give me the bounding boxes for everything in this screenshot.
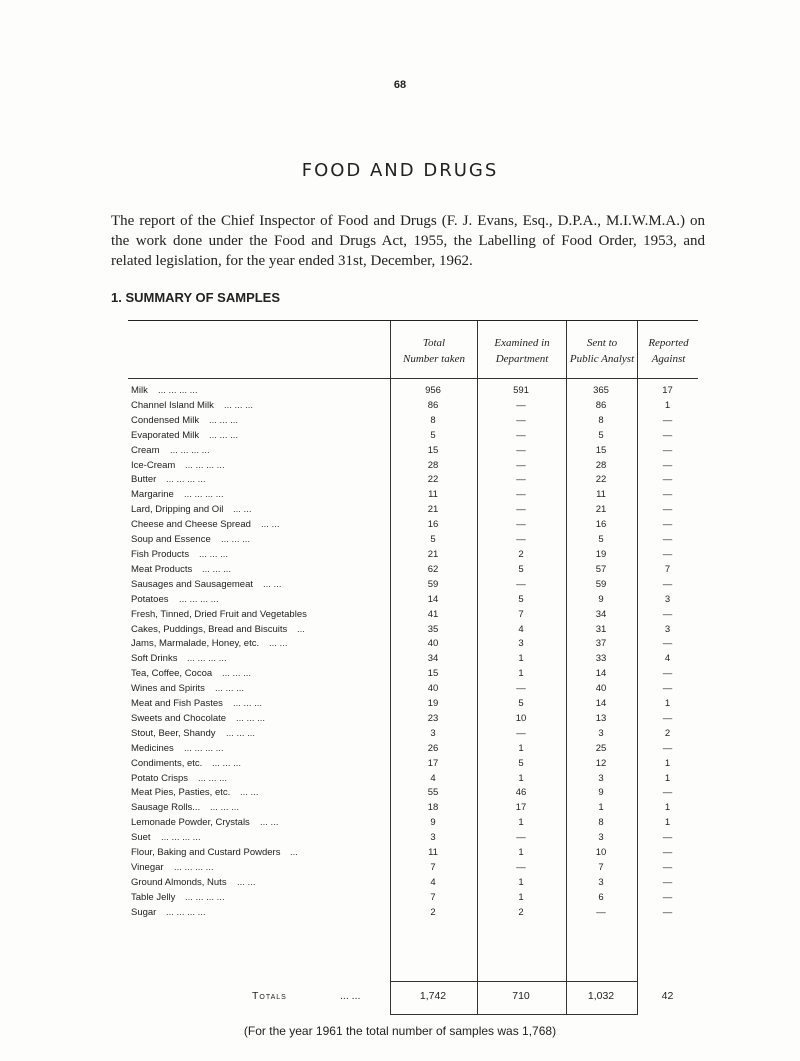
cell-sent: 14: [595, 698, 607, 710]
table-row: [0, 697, 800, 712]
leader-dots: ... ... ... ...: [185, 891, 225, 903]
leader-dots: ... ... ...: [224, 399, 254, 411]
cell-total: 5: [430, 429, 436, 441]
table-row: [0, 459, 800, 474]
cell-reported: —: [662, 683, 673, 695]
table-row: [0, 667, 800, 682]
table-row: [0, 906, 800, 921]
cell-reported: —: [662, 444, 673, 456]
intro-paragraph: The report of the Chief Inspector of Food and Drugs (F. J. Evans, Esq., D.P.A., M.I.W.M.A.) on the work done under the Food and Drugs Act, 1955, the Labelling of Food Order, 1953, and related legislation, for the year ended 31st, December, 1962.: [111, 213, 705, 269]
cell-total: 21: [427, 504, 439, 516]
column-header-line: Examined in: [494, 337, 550, 349]
cell-sent: 8: [598, 414, 604, 426]
row-label: Soft Drinks: [131, 653, 178, 665]
cell-total: 17: [427, 757, 439, 769]
cell-examined: 1: [518, 876, 524, 888]
cell-sent: 5: [598, 534, 604, 546]
cell-sent: 8: [598, 817, 604, 829]
cell-total: 15: [427, 444, 439, 456]
row-label: Sausages and Sausagemeat: [131, 578, 254, 590]
row-label: Sweets and Chocolate: [131, 712, 227, 724]
leader-dots: ... ... ... ...: [185, 459, 225, 471]
cell-reported: —: [662, 787, 673, 799]
leader-dots: ... ... ... ...: [166, 474, 206, 486]
cell-examined: 2: [518, 548, 524, 560]
cell-sent: 3: [598, 876, 604, 888]
cell-examined: 1: [518, 653, 524, 665]
cell-reported: —: [662, 638, 673, 650]
cell-examined: 5: [518, 757, 524, 769]
cell-examined: 5: [518, 563, 524, 575]
leader-dots: ... ... ... ...: [170, 444, 210, 456]
cell-examined: —: [516, 399, 526, 411]
cell-sent: 365: [593, 385, 609, 396]
cell-total: 2: [430, 906, 436, 918]
cell-reported: 3: [664, 593, 671, 605]
cell-total: 40: [427, 638, 439, 650]
cell-total: 956: [425, 385, 441, 396]
row-label: Sugar: [131, 906, 157, 918]
row-label: Butter: [131, 474, 157, 486]
cell-reported: —: [662, 876, 673, 888]
leader-dots: ... ...: [269, 638, 288, 650]
table-row: [0, 816, 800, 831]
cell-sent: 40: [595, 683, 607, 695]
cell-reported: —: [662, 459, 673, 471]
cell-sent: 5: [598, 429, 604, 441]
cell-reported: 1: [664, 817, 671, 829]
column-header-total: [391, 335, 477, 367]
cell-reported: —: [662, 668, 673, 680]
page-number: 68: [393, 79, 407, 91]
cell-examined: —: [516, 459, 526, 471]
row-label: Potatoes: [131, 593, 169, 605]
leader-dots: ... ... ... ...: [187, 653, 227, 665]
leader-dots: ... ... ...: [202, 563, 232, 575]
cell-total: 7: [430, 862, 436, 873]
table-row: [0, 772, 800, 787]
leader-dots: ... ...: [240, 787, 259, 799]
cell-total: 4: [430, 772, 436, 784]
table-row: [0, 608, 800, 623]
leader-dots: ...: [290, 847, 298, 859]
cell-examined: —: [516, 727, 526, 739]
cell-reported: 17: [662, 385, 673, 396]
leader-dots: ... ...: [261, 519, 280, 531]
leader-dots: ... ...: [263, 578, 282, 590]
table-row: [0, 846, 800, 861]
cell-examined: 1: [518, 668, 524, 680]
cell-examined: —: [516, 578, 526, 590]
cell-sent: 19: [595, 548, 607, 560]
cell-reported: —: [662, 608, 673, 620]
cell-total: 9: [430, 817, 436, 829]
cell-reported: —: [662, 414, 673, 426]
cell-examined: 1: [518, 817, 524, 829]
row-label: Condiments, etc.: [131, 757, 203, 769]
table-row: [0, 637, 800, 652]
row-label: Fish Products: [131, 548, 190, 560]
column-header-reported: [638, 335, 699, 367]
row-label: Table Jelly: [131, 891, 176, 903]
cell-reported: —: [662, 548, 673, 560]
cell-reported: —: [662, 847, 673, 859]
cell-reported: —: [662, 742, 673, 754]
cell-reported: —: [662, 489, 673, 501]
cell-total: 7: [430, 891, 436, 903]
cell-sent: 6: [598, 891, 604, 903]
cell-total: 28: [427, 459, 439, 471]
cell-reported: 1: [664, 399, 671, 411]
cell-examined: 4: [518, 623, 524, 635]
footnote: (For the year 1961 the total number of samples was 1,768): [243, 1024, 557, 1038]
cell-examined: 1: [518, 772, 524, 784]
cell-sent: 22: [595, 474, 607, 486]
row-label: Fresh, Tinned, Dried Fruit and Vegetables: [131, 608, 307, 620]
row-label: Wines and Spirits: [131, 683, 205, 695]
cell-examined: 3: [518, 638, 524, 650]
row-label: Stout, Beer, Shandy: [131, 727, 216, 739]
row-label: Lard, Dripping and Oil: [131, 504, 224, 516]
leader-dots: ... ... ...: [210, 802, 240, 814]
cell-examined: —: [516, 489, 526, 501]
cell-total: 55: [427, 787, 439, 799]
row-label: Tea, Coffee, Cocoa: [131, 668, 213, 680]
cell-sent: 11: [596, 489, 606, 501]
cell-examined: 5: [518, 698, 524, 710]
table-row: [0, 831, 800, 846]
cell-sent: 12: [595, 757, 607, 769]
row-label: Soup and Essence: [131, 534, 211, 546]
cell-sent: 3: [598, 772, 604, 784]
row-label: Sausage Rolls...: [131, 802, 201, 814]
cell-sent: 37: [595, 638, 607, 650]
table-row: [0, 578, 800, 593]
cell-sent: 16: [595, 519, 607, 531]
row-label: Meat Products: [131, 563, 193, 575]
cell-sent: 7: [598, 862, 604, 873]
totals-reported: 42: [661, 990, 674, 1002]
cell-total: 21: [427, 548, 439, 560]
table-row: [0, 503, 800, 518]
cell-examined: —: [516, 862, 526, 873]
row-label: Margarine: [131, 489, 174, 501]
cell-examined: —: [516, 534, 526, 546]
cell-sent: 86: [595, 399, 607, 411]
cell-total: 40: [427, 683, 439, 695]
cell-reported: 1: [664, 698, 671, 710]
column-header-examined: [478, 335, 566, 367]
cell-total: 5: [430, 534, 436, 546]
cell-reported: 1: [664, 772, 671, 784]
cell-total: 19: [427, 698, 439, 710]
row-label: Ice-Cream: [131, 459, 176, 471]
row-label: Vinegar: [131, 862, 164, 873]
table-row: [0, 652, 800, 667]
cell-reported: 1: [664, 802, 671, 814]
cell-total: 11: [428, 847, 438, 859]
leader-dots: ... ... ...: [212, 757, 242, 769]
cell-examined: —: [516, 519, 526, 531]
bottom-rule: [390, 1014, 637, 1015]
row-label: Evaporated Milk: [131, 429, 200, 441]
cell-total: 86: [427, 399, 439, 411]
column-header-sent: [567, 335, 637, 367]
row-label: Suet: [131, 832, 151, 844]
cell-total: 16: [427, 519, 439, 531]
leader-dots: ... ...: [237, 876, 256, 888]
cell-examined: 10: [515, 712, 527, 724]
cell-examined: 17: [515, 802, 527, 814]
table-row: [0, 429, 800, 444]
row-label: Meat Pies, Pasties, etc.: [131, 787, 231, 799]
row-label: Lemonade Powder, Crystals: [131, 817, 250, 829]
cell-total: 4: [430, 876, 436, 888]
cell-examined: —: [516, 683, 526, 695]
cell-examined: —: [516, 832, 526, 844]
table-row: [0, 444, 800, 459]
cell-total: 3: [430, 727, 436, 739]
table-row: [0, 399, 800, 414]
cell-examined: 2: [518, 906, 524, 918]
row-label: Channel Island Milk: [131, 399, 214, 411]
column-header-line: Reported: [648, 337, 689, 349]
table-row: [0, 801, 800, 816]
leader-dots: ... ... ...: [221, 534, 251, 546]
cell-total: 35: [427, 623, 439, 635]
cell-total: 26: [427, 742, 439, 754]
leader-dots: ...: [297, 623, 305, 635]
leader-dots: ... ... ... ...: [179, 593, 219, 605]
cell-reported: —: [662, 578, 673, 590]
cell-reported: —: [662, 534, 673, 546]
column-header-line: Total: [422, 337, 446, 349]
cell-examined: —: [516, 444, 526, 456]
cell-sent: 13: [595, 712, 607, 724]
cell-sent: 21: [595, 504, 607, 516]
cell-total: 14: [427, 593, 439, 605]
cell-sent: 1: [598, 802, 604, 814]
table-row: [0, 786, 800, 801]
cell-total: 41: [427, 608, 439, 620]
cell-reported: —: [662, 862, 673, 873]
cell-total: 8: [430, 414, 436, 426]
leader-dots: ... ... ... ...: [158, 385, 198, 396]
leader-dots: ... ... ...: [209, 414, 239, 426]
cell-total: 22: [427, 474, 439, 486]
cell-sent: 14: [595, 668, 607, 680]
table-row: [0, 548, 800, 563]
cell-sent: 9: [598, 593, 604, 605]
cell-sent: 59: [595, 578, 607, 590]
section-heading: 1. SUMMARY OF SAMPLES: [111, 290, 281, 305]
row-label: Medicines: [131, 742, 174, 754]
cell-reported: 3: [664, 623, 671, 635]
cell-reported: 1: [664, 757, 671, 769]
table-row: [0, 876, 800, 891]
totals-label: Totals: [252, 990, 287, 1002]
cell-reported: —: [662, 519, 673, 531]
table-row: [0, 384, 800, 399]
leader-dots: ... ... ... ...: [184, 489, 224, 501]
leader-dots: ... ... ...: [215, 683, 245, 695]
table-row: [0, 518, 800, 533]
table-row: [0, 861, 800, 876]
table-row: [0, 414, 800, 429]
column-header-line: Number taken: [402, 353, 465, 365]
cell-reported: —: [662, 429, 673, 441]
leader-dots: ... ... ...: [236, 712, 266, 724]
row-label: Ground Almonds, Nuts: [131, 876, 227, 888]
table-row: [0, 593, 800, 608]
cell-reported: —: [662, 906, 673, 918]
leader-dots: ... ... ...: [198, 772, 228, 784]
cell-examined: 1: [518, 742, 524, 754]
cell-reported: 4: [664, 653, 671, 665]
leader-dots: ... ...: [340, 990, 361, 1002]
cell-total: 23: [427, 712, 439, 724]
column-header-line: Department: [495, 353, 549, 365]
cell-sent: 15: [595, 444, 607, 456]
table-row: [0, 757, 800, 772]
cell-examined: 7: [518, 608, 524, 620]
cell-examined: 1: [518, 847, 524, 859]
cell-total: 59: [427, 578, 439, 590]
cell-examined: 591: [513, 385, 529, 396]
row-label: Jams, Marmalade, Honey, etc.: [131, 638, 260, 650]
leader-dots: ... ... ...: [233, 698, 263, 710]
row-label: Cheese and Cheese Spread: [131, 519, 251, 531]
table-row: [0, 473, 800, 488]
cell-total: 15: [427, 668, 439, 680]
totals-total: 1,742: [419, 990, 447, 1002]
cell-examined: 5: [518, 593, 524, 605]
leader-dots: ... ...: [260, 817, 279, 829]
column-header-line: Public Analyst: [569, 353, 635, 365]
leader-dots: ... ... ...: [199, 548, 229, 560]
samples-table-body: [0, 384, 800, 921]
table-row: [0, 563, 800, 578]
cell-reported: —: [662, 504, 673, 516]
cell-sent: 57: [595, 563, 607, 575]
cell-reported: 2: [664, 727, 671, 739]
cell-examined: —: [516, 474, 526, 486]
column-header-line: Sent to: [586, 337, 618, 349]
leader-dots: ... ...: [233, 504, 252, 516]
cell-sent: 34: [595, 608, 607, 620]
cell-total: 34: [427, 653, 439, 665]
cell-sent: 33: [595, 653, 607, 665]
row-label: Flour, Baking and Custard Powders: [131, 847, 281, 859]
page-title: FOOD AND DRUGS: [301, 160, 499, 181]
cell-total: 18: [427, 802, 439, 814]
cell-sent: 3: [598, 832, 604, 844]
row-label: Cakes, Puddings, Bread and Biscuits: [131, 623, 288, 635]
cell-sent: 31: [595, 623, 607, 635]
table-row: [0, 712, 800, 727]
cell-reported: —: [662, 712, 673, 724]
row-label: Potato Crisps: [131, 772, 189, 784]
cell-reported: 7: [664, 563, 671, 575]
totals-sent: 1,032: [587, 990, 615, 1002]
cell-examined: 1: [518, 891, 524, 903]
table-row: [0, 891, 800, 906]
leader-dots: ... ... ...: [222, 668, 252, 680]
cell-total: 11: [428, 489, 438, 501]
cell-reported: —: [662, 832, 673, 844]
row-label: Meat and Fish Pastes: [131, 698, 223, 710]
column-header-line: Against: [651, 353, 686, 365]
leader-dots: ... ... ... ...: [166, 906, 206, 918]
table-row: [0, 742, 800, 757]
cell-reported: —: [662, 891, 673, 903]
cell-examined: 46: [515, 787, 527, 799]
cell-sent: —: [596, 906, 606, 918]
cell-sent: 10: [595, 847, 607, 859]
row-label: Condensed Milk: [131, 414, 200, 426]
table-row: [0, 623, 800, 638]
cell-reported: —: [662, 474, 673, 486]
totals-rule: [390, 981, 637, 982]
header-rule: [128, 378, 698, 379]
leader-dots: ... ... ... ...: [161, 832, 201, 844]
leader-dots: ... ... ... ...: [174, 862, 214, 873]
cell-examined: —: [516, 414, 526, 426]
cell-total: 62: [427, 563, 439, 575]
table-row: [0, 488, 800, 503]
cell-total: 3: [430, 832, 436, 844]
cell-sent: 28: [595, 459, 607, 471]
leader-dots: ... ... ...: [209, 429, 239, 441]
totals-examined: 710: [512, 990, 530, 1002]
table-row: [0, 727, 800, 742]
leader-dots: ... ... ... ...: [184, 742, 224, 754]
cell-examined: —: [516, 429, 526, 441]
row-label: Cream: [131, 444, 160, 456]
table-row: [0, 533, 800, 548]
row-label: Milk: [131, 385, 148, 396]
cell-examined: —: [516, 504, 526, 516]
leader-dots: ... ... ...: [226, 727, 256, 739]
cell-sent: 9: [598, 787, 604, 799]
table-row: [0, 682, 800, 697]
cell-sent: 25: [595, 742, 607, 754]
cell-sent: 3: [598, 727, 604, 739]
